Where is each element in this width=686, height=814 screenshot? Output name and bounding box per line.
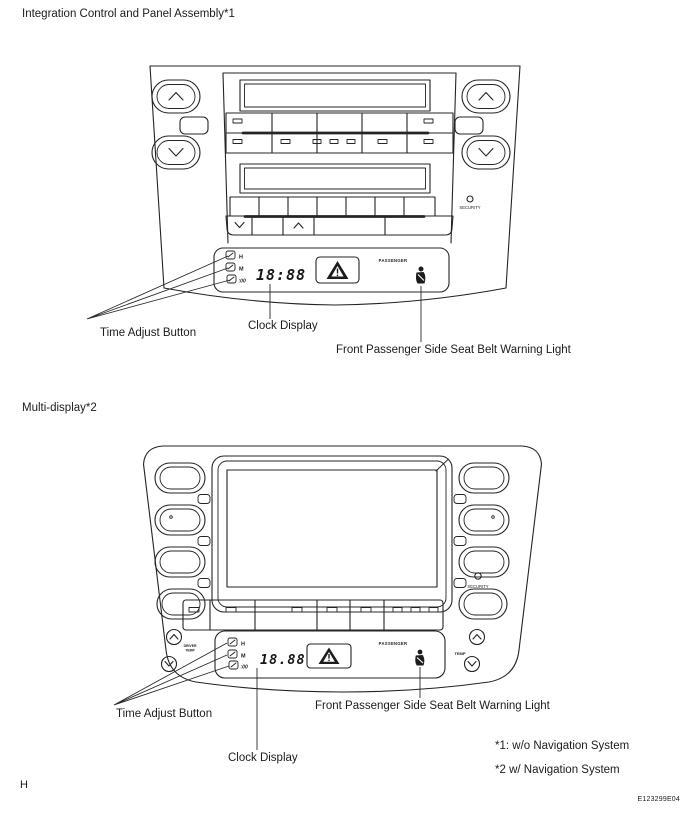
pill-button-inner [160,551,200,573]
bottom-row-dividers [252,216,385,235]
temp-up-button [167,630,182,645]
pill-button-inner [160,467,200,489]
security-indicator-icon [467,196,473,202]
side-tab [455,117,483,134]
hazard-exclamation [337,269,338,277]
pill-button-inner [464,593,502,615]
panel1-center-faceplate [223,73,456,243]
narrow-row-dividers [259,197,404,216]
chevron-up-icon [473,635,481,640]
display-frame [212,456,452,612]
panel2-button-row [183,600,443,630]
panel1-right-rocker [455,80,510,169]
lower-display-inner [245,168,426,189]
pin-dot [170,516,173,519]
passenger-label: PASSENGER [378,641,408,646]
temp-down-button [162,657,177,672]
hazard-warning-icon [316,257,359,283]
minute-button-label: M [239,266,244,273]
chevron-up-icon [169,93,183,101]
down-button-inner [157,141,195,165]
clock-display-label: Clock Display [248,320,318,332]
pill-button [157,589,205,619]
security-indicator-icon [475,573,481,579]
left-temp-label-line1: DRIVER [183,644,197,648]
security-label: SECURITY [459,205,481,210]
hazard-exclamation [328,654,329,661]
chevron-down-icon [479,149,493,157]
panel2-left-temp-controls [162,630,197,672]
clock-display-label: Clock Display [228,752,298,764]
panel2-security [467,573,488,589]
clock-strip-frame [214,248,449,292]
minute-button-mark [230,652,235,656]
pill-button-inner [464,509,504,531]
reset-button-label: :00 [238,278,246,285]
seat-belt-label: Front Passenger Side Seat Belt Warning Light [315,700,550,712]
security-label: SECURITY [467,584,489,589]
panel2-display [212,456,452,612]
button-row-dividers [210,600,384,630]
panel1-clock-strip [214,248,449,292]
minute-button-mark [228,265,233,269]
right-temp-label: TEMP [454,651,466,656]
reset-button-label: :00 [240,664,248,671]
side-tab [198,579,210,588]
diagram-panel1 [87,66,520,342]
time-adjust-leader [114,643,229,705]
down-button-inner [467,141,505,165]
left-temp-label-line2: TEMP [185,648,195,653]
minute-button-label: M [241,653,246,660]
side-tab [454,495,466,504]
hazard-warning-icon [307,644,351,668]
hour-button-label: H [239,254,243,261]
chevron-down-icon [235,223,244,228]
button-row-frame [183,600,443,630]
panel2-right-buttons [454,463,509,619]
chevron-down-icon [468,662,476,667]
time-adjust-buttons [226,251,246,285]
pill-button [459,463,509,493]
pin-dot [492,516,495,519]
button-grid [226,113,453,153]
side-tab [198,495,210,504]
seat-belt-label: Front Passenger Side Seat Belt Warning Light [336,344,571,356]
clock-digits: 18.88 [260,652,306,668]
chevron-up-icon [479,93,493,101]
side-tab [198,537,210,546]
seat-belt-warning-icon [415,650,424,666]
chevron-up-icon [170,635,178,640]
panel2-clock-strip [215,631,445,678]
hour-button-label: H [241,641,245,648]
display-frame-inner [218,461,446,607]
pill-button [459,505,509,535]
pill-button [155,547,205,577]
footnote-2: *2 w/ Navigation System [495,764,620,776]
up-button-inner [467,85,505,109]
narrow-button-row [230,197,435,216]
side-tab [180,117,208,134]
section2-title: Multi-display*2 [22,402,97,414]
clock-digits: 18:88 [256,266,307,284]
time-adjust-leader [87,256,230,319]
chevron-down-icon [169,149,183,157]
hour-button-mark [230,640,235,644]
seat-belt-warning-icon [416,267,425,284]
display-screen [227,470,437,587]
upper-display-inner [245,84,426,107]
chevron-up-icon [294,223,303,228]
footnote-1: *1: w/o Navigation System [495,740,630,752]
reset-button-mark [231,663,236,667]
passenger-label: PASSENGER [378,258,408,263]
pill-button [459,589,507,619]
button-indicators [233,119,433,144]
side-tab [454,537,466,546]
upper-display [240,80,430,111]
bottom-row-frame [226,216,453,235]
panel2-left-buttons [155,463,210,619]
pill-button [459,547,509,577]
pill-button [155,505,205,535]
hour-button-mark [228,253,233,257]
section1-title: Integration Control and Panel Assembly*1 [22,8,235,20]
panel2-right-temp-controls [454,630,484,672]
temp-up-button [470,630,485,645]
up-button-inner [157,85,195,109]
pill-button-inner [464,551,504,573]
temp-down-button [465,657,480,672]
time-adjust-label: Time Adjust Button [100,327,197,339]
pill-button [155,463,205,493]
figure-code: E123299E04 [637,796,680,803]
time-adjust-label: Time Adjust Button [116,708,213,720]
panel1-security [459,196,480,210]
side-tab [454,579,466,588]
bottom-button-row [226,216,453,235]
pill-button-inner [160,509,200,531]
pill-button-inner [464,467,504,489]
page-corner-mark: H [20,779,28,791]
panel1-left-rocker [152,80,208,169]
time-adjust-buttons [228,638,248,671]
button-indicators [189,608,438,613]
